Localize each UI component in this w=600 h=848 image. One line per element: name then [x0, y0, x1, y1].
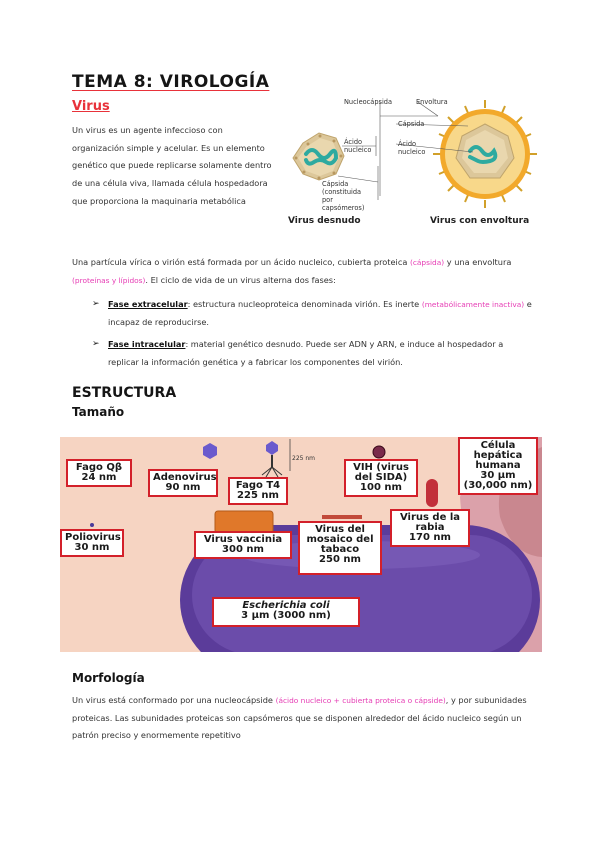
label-envoltura: Envoltura — [416, 98, 448, 106]
bullet-text-b: e incapaz de reproducirse. — [108, 299, 532, 327]
size-box-escherichia-coli — [212, 597, 360, 627]
bullet-text-a: : estructura nucleoproteica denominada virión. Es inerte — [187, 299, 420, 309]
size-box-adenovirus: Adenovirus 90 nm — [148, 469, 218, 497]
arrow-bullet-icon: ➢ — [92, 339, 100, 349]
page-title: TEMA 8: VIROLOGÍA — [72, 72, 270, 92]
label-capsida-envoltura: Cápsida — [398, 120, 425, 128]
size-box-mosaico-tabaco: Virus del mosaico del tabaco 250 nm — [298, 521, 382, 575]
arrow-bullet-icon: ➢ — [92, 299, 100, 309]
ecoli-name: Escherichia coli — [242, 600, 330, 611]
virion-text-b: y una envoltura — [446, 257, 512, 267]
virion-note-capsida: (cápsida) — [409, 258, 445, 267]
virus-diagram — [278, 96, 538, 236]
virion-note-proteinas: (proteínas y lípidos) — [72, 275, 146, 285]
caption-virus-desnudo: Virus desnudo — [288, 216, 361, 226]
size-box-vih: VIH (virus del SIDA) 100 nm — [344, 459, 418, 497]
virus-diagram-svg — [278, 96, 538, 236]
morfologia-paragraph — [72, 692, 527, 745]
section-heading-tamano: Tamaño — [72, 405, 125, 419]
section-heading-estructura: ESTRUCTURA — [72, 385, 177, 401]
size-box-fago-t4: Fago T4 225 nm — [228, 477, 288, 505]
size-box-poliovirus: Poliovirus 30 nm — [60, 529, 124, 557]
bullet-note: (metabólicamente inactiva) — [421, 300, 525, 309]
morfologia-text-b: , y por subunidades proteicas. Las subunidades proteicas son capsómeros que se disponen alrededor del ácido nucleico según un patrón preciso y enormemente repetitivo — [72, 695, 527, 740]
size-box-celula-hepatica: Célula hepática humana 30 μm (30,000 nm) — [458, 437, 538, 495]
enveloped-virus-illustration — [433, 100, 537, 208]
bullet-term: Fase extracelular — [108, 299, 188, 309]
bullet-fase-intracelular — [92, 336, 532, 371]
size-comparison-figure — [60, 437, 542, 652]
virion-text-a: Una partícula vírica o virión está formada por un ácido nucleico, cubierta proteica — [72, 257, 408, 267]
bullet-term: Fase intracelular — [108, 339, 186, 349]
size-box-fago-qb: Fago Qβ 24 nm — [66, 459, 132, 487]
section-heading-virus: Virus — [72, 99, 110, 114]
label-capsida-desnudo: Cápsida (constituida por capsómeros) — [322, 180, 365, 212]
intro-paragraph: Un virus es un agente infeccioso con organización simple y acelular. Es un elemento genético que puede replicarse solamente dentro de una célula viva, llamada célula hospedadora que proporciona la maquinaria metabólica — [72, 125, 272, 206]
label-nucleocapsida: Nucleocápsida — [344, 98, 393, 106]
naked-virus-illustration — [293, 133, 344, 180]
morfologia-text-a: Un virus está conformado por una nucleocápside — [72, 695, 273, 705]
morfologia-note: (ácido nucleico + cubierta proteica o cápside) — [275, 696, 446, 705]
bullet-text-a: : material genético desnudo. Puede ser ADN y ARN, e induce al hospedador a replicar la información genética y a fabricar los componentes del virión. — [108, 339, 504, 367]
virion-text-c: . El ciclo de vida de un virus alterna dos fases: — [145, 274, 336, 285]
label-acido-nucleico-desnudo: Ácido nucleico — [344, 138, 372, 154]
section-heading-morfologia: Morfología — [72, 671, 145, 685]
caption-virus-envoltura: Virus con envoltura — [430, 216, 530, 226]
scale-225-label: 225 nm — [292, 455, 316, 462]
label-acido-nucleico-envoltura: Ácido nucleico — [398, 140, 426, 156]
ecoli-size: 3 μm (3000 nm) — [241, 610, 331, 621]
bullet-fase-extracelular — [92, 296, 532, 331]
virion-paragraph — [72, 254, 527, 289]
size-box-vaccinia: Virus vaccinia 300 nm — [194, 531, 292, 559]
size-box-rabia: Virus de la rabia 170 nm — [390, 509, 470, 547]
